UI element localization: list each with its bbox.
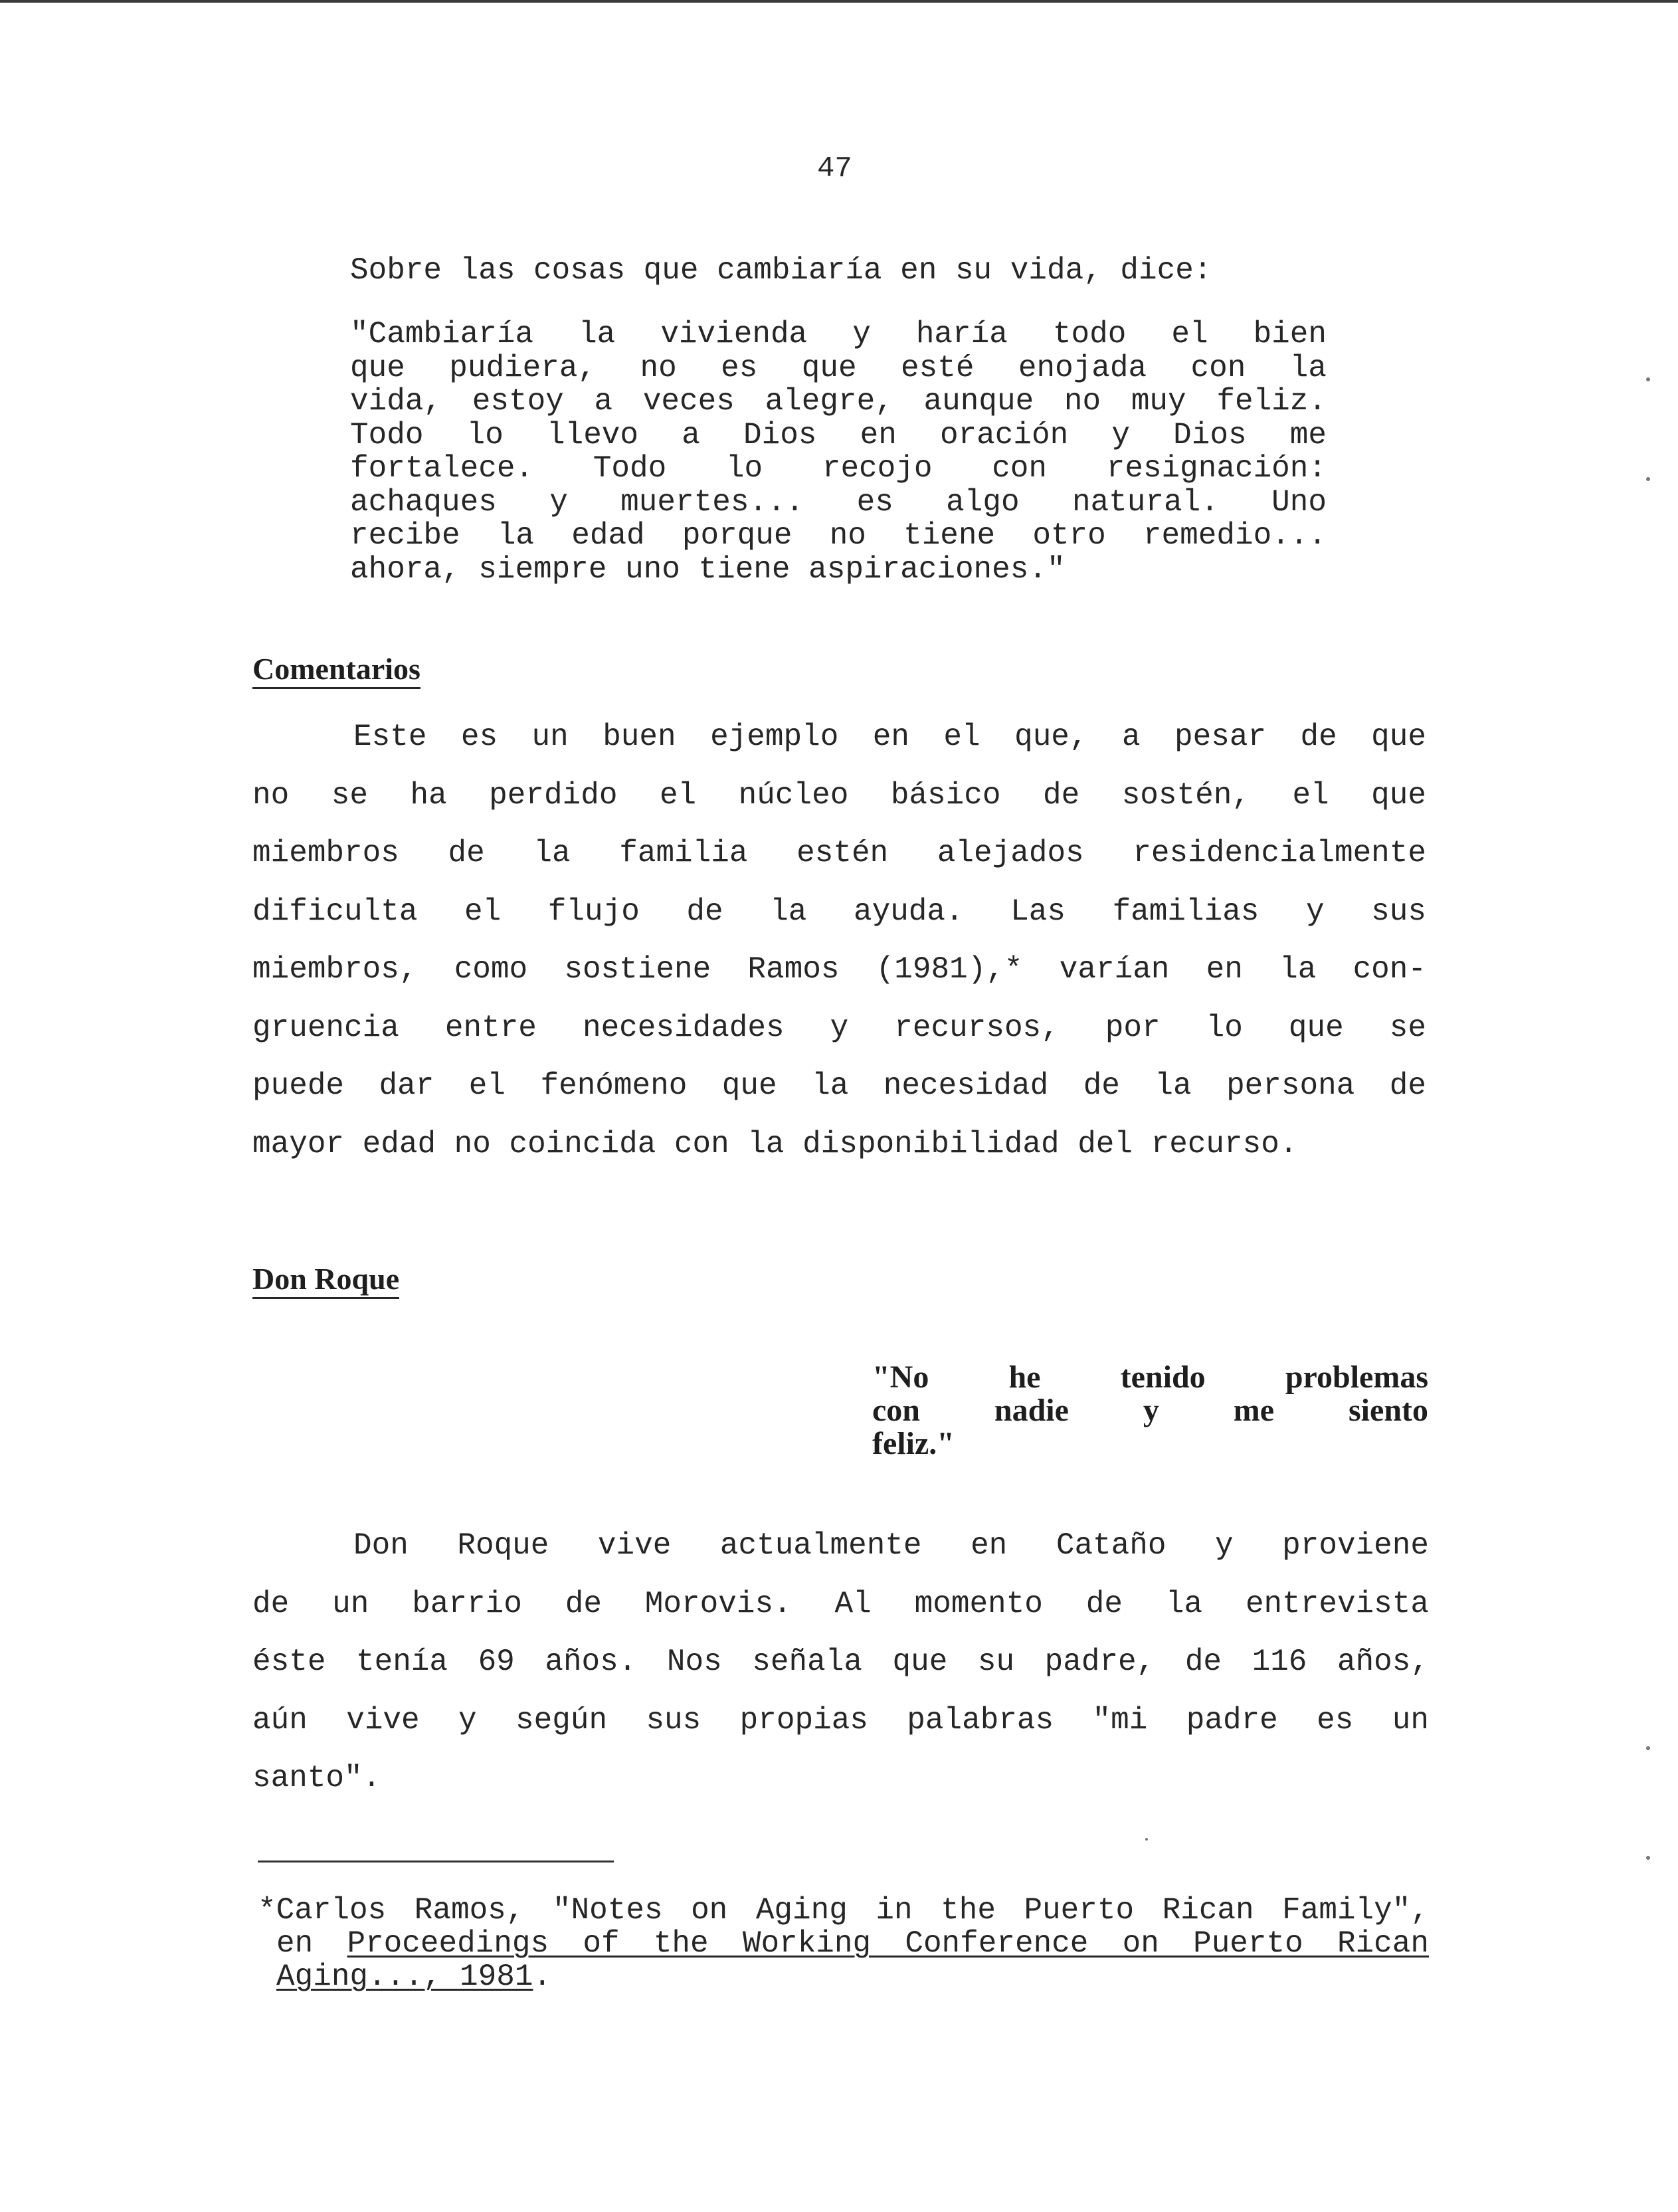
paragraph-line: aún vive y según sus propias palabras "mi padre es un: [252, 1702, 1429, 1738]
block-quote: [350, 318, 1327, 586]
scan-speck: [1145, 1838, 1148, 1841]
paragraph-line: de un barrio de Morovis. Al momento de la entrevista: [252, 1586, 1429, 1621]
footnote-line: *Carlos Ramos, "Notes on Aging in the Puerto Rican Family",: [258, 1893, 1429, 1928]
quote-line: vida, estoy a veces alegre, aunque no muy feliz.: [350, 384, 1327, 419]
section-heading-don-roque: Don Roque: [252, 1261, 399, 1299]
scan-speck: [1646, 1746, 1650, 1750]
scan-speck: [1646, 377, 1650, 381]
footnote-suffix: .: [533, 1960, 552, 1994]
paragraph-line: santo".: [252, 1761, 381, 1795]
paragraph-line: puede dar el fenómeno que la necesidad de la persona de: [252, 1068, 1426, 1103]
paragraph-line: no se ha perdido el núcleo básico de sostén, el que: [252, 777, 1426, 813]
footnote-source-title: Proceedings of the Working Conference on Puerto Rican: [347, 1926, 1429, 1961]
page-number: 47: [817, 152, 852, 185]
epigraph-line: feliz.": [872, 1426, 955, 1461]
epigraph-line: "No he tenido problemas: [872, 1359, 1428, 1395]
paragraph-comentarios: [252, 708, 1426, 1173]
epigraph-line: con nadie y me siento: [872, 1393, 1428, 1428]
footnote-separator: [258, 1860, 614, 1862]
footnote-prefix: en: [276, 1926, 347, 1961]
paragraph-line: miembros de la familia estén alejados residencialmente: [252, 836, 1426, 870]
scan-speck: [1646, 477, 1650, 481]
footnote-source-title-cont: Aging..., 1981: [276, 1960, 533, 1994]
quote-line: que pudiera, no es que esté enojada con la: [350, 350, 1327, 385]
footnote: [258, 1894, 1429, 1993]
quote-line: recibe la edad porque no tiene otro remedio...: [350, 518, 1327, 553]
paragraph-line: dificulta el flujo de la ayuda. Las familias y sus: [252, 894, 1426, 929]
top-border-line: [0, 0, 1678, 3]
quote-line: Todo lo llevo a Dios en oración y Dios me: [350, 417, 1327, 452]
quote-line: achaques y muertes... es algo natural. Uno: [350, 484, 1327, 520]
epigraph-quote: [872, 1361, 1428, 1460]
paragraph-line: miembros, como sostiene Ramos (1981),* varían en la con-: [252, 952, 1426, 987]
quote-line: "Cambiaría la vivienda y haría todo el bien: [350, 317, 1327, 352]
paragraph-line: éste tenía 69 años. Nos señala que su padre, de 116 años,: [252, 1645, 1429, 1679]
section-heading-comentarios: Comentarios: [252, 651, 420, 689]
paragraph-line: mayor edad no coincida con la disponibilidad del recurso.: [252, 1126, 1298, 1161]
intro-line: Sobre las cosas que cambiaría en su vida, dice:: [350, 253, 1212, 288]
quote-line: ahora, siempre uno tiene aspiraciones.": [350, 552, 1066, 587]
footnote-line: [258, 1960, 1429, 1993]
quote-line: fortalece. Todo lo recojo con resignación:: [350, 451, 1327, 486]
paragraph-line: gruencia entre necesidades y recursos, por lo que se: [252, 1010, 1426, 1045]
scan-speck: [1646, 1856, 1650, 1860]
paragraph-line: Este es un buen ejemplo en el que, a pesar de que: [353, 720, 1426, 754]
paragraph-line: Don Roque vive actualmente en Cataño y proviene: [353, 1528, 1429, 1563]
footnote-line: [258, 1927, 1429, 1960]
paragraph-don-roque: [252, 1517, 1429, 1808]
